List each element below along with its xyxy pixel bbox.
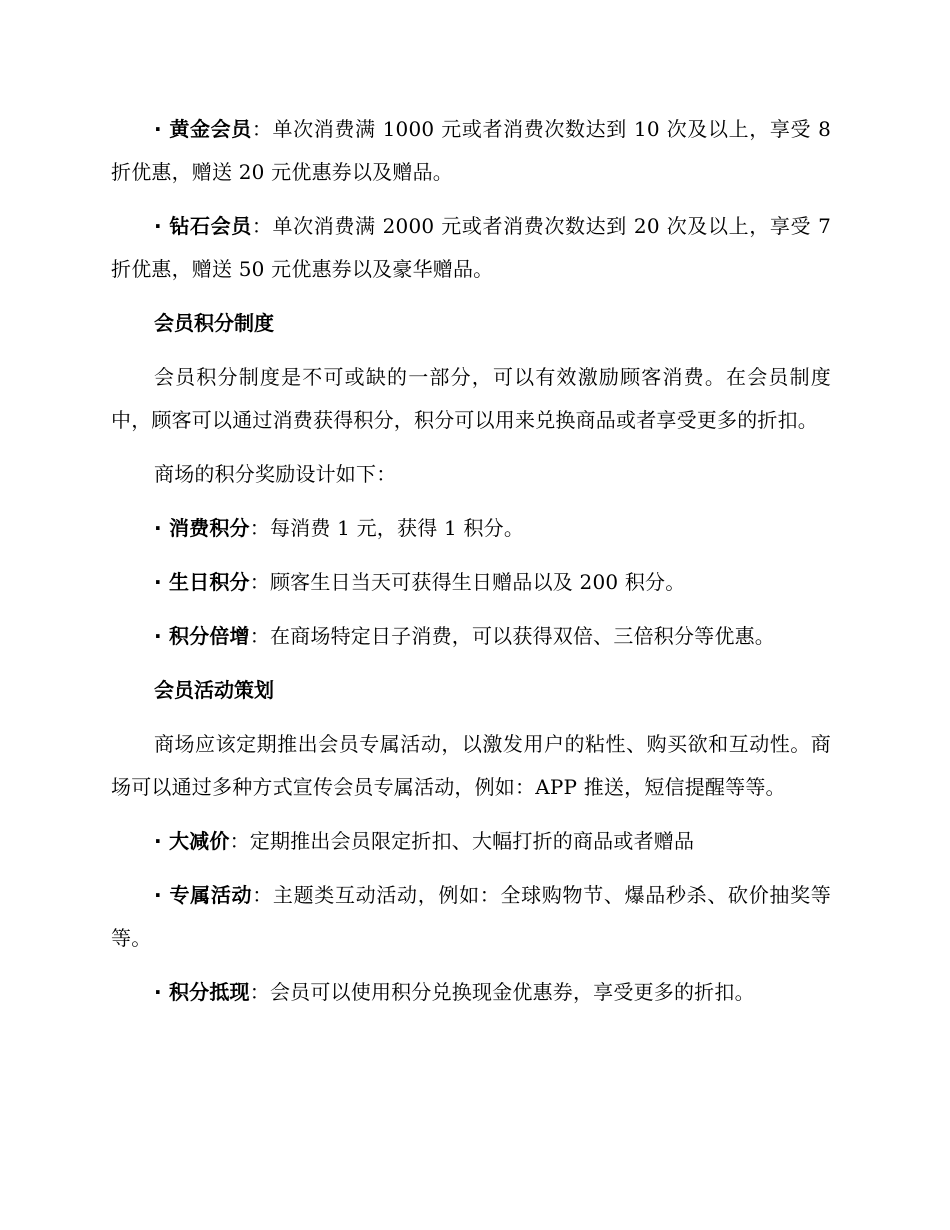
- bullet-separator: ：: [249, 570, 270, 594]
- bullet-big-sale: [111, 820, 831, 863]
- bullet-term: · 积分抵现: [154, 980, 250, 1004]
- paragraph-points-intro: 会员积分制度是不可或缺的一部分，可以有效激励顾客消费。在会员制度中，顾客可以通过消费获得积分，积分可以用来兑换商品或者享受更多的折扣。: [111, 365, 831, 432]
- bullet-separator: ：: [249, 516, 270, 540]
- section-heading-activities: 会员活动策划: [154, 678, 274, 702]
- bullet-text: 单次消费满 2000 元或者消费次数达到 20 次及以上，享受 7 折优惠，赠送 50 元优惠券以及豪华赠品。: [111, 214, 831, 281]
- bullet-text: 定期推出会员限定折扣、大幅打折的商品或者赠品: [249, 829, 695, 853]
- paragraph-points-design: 商场的积分奖励设计如下：: [154, 462, 397, 486]
- bullet-text: 单次消费满 1000 元或者消费次数达到 10 次及以上，享受 8 折优惠，赠送 20 元优惠券以及赠品。: [111, 117, 831, 184]
- bullet-text: 每消费 1 元，获得 1 积分。: [269, 516, 525, 540]
- bullet-term: · 黄金会员: [154, 117, 252, 141]
- bullet-term: · 生日积分: [154, 570, 250, 594]
- bullet-consumption-points: [111, 507, 831, 550]
- bullet-birthday-points: [111, 561, 831, 604]
- bullet-term: · 消费积分: [154, 516, 250, 540]
- paragraph-activities-intro: 商场应该定期推出会员专属活动，以激发用户的粘性、购买欲和互动性。商场可以通过多种方式宣传会员专属活动，例如：APP 推送，短信提醒等等。: [111, 732, 831, 799]
- bullet-exclusive-events: [111, 874, 831, 960]
- bullet-term: · 钻石会员: [154, 214, 252, 238]
- bullet-term: · 大减价: [154, 829, 230, 853]
- bullet-gold-member: [111, 108, 831, 194]
- bullet-points-multiplier: [111, 615, 831, 658]
- bullet-separator: ：: [249, 980, 270, 1004]
- document-page: [111, 108, 831, 1025]
- bullet-points-cash: [111, 971, 831, 1014]
- bullet-text: 顾客生日当天可获得生日赠品以及 200 积分。: [269, 570, 686, 594]
- bullet-separator: ：: [251, 214, 273, 238]
- bullet-term: · 专属活动: [154, 883, 253, 907]
- bullet-text: 会员可以使用积分兑换现金优惠券，享受更多的折扣。: [269, 980, 755, 1004]
- bullet-separator: ：: [229, 829, 250, 853]
- bullet-diamond-member: [111, 205, 831, 291]
- section-heading-points: 会员积分制度: [154, 311, 274, 335]
- bullet-separator: ：: [251, 117, 273, 141]
- bullet-text: 主题类互动活动，例如：全球购物节、爆品秒杀、砍价抽奖等等。: [111, 883, 832, 950]
- bullet-separator: ：: [249, 624, 270, 648]
- bullet-text: 在商场特定日子消费，可以获得双倍、三倍积分等优惠。: [269, 624, 775, 648]
- bullet-separator: ：: [252, 883, 273, 907]
- bullet-term: · 积分倍增: [154, 624, 250, 648]
